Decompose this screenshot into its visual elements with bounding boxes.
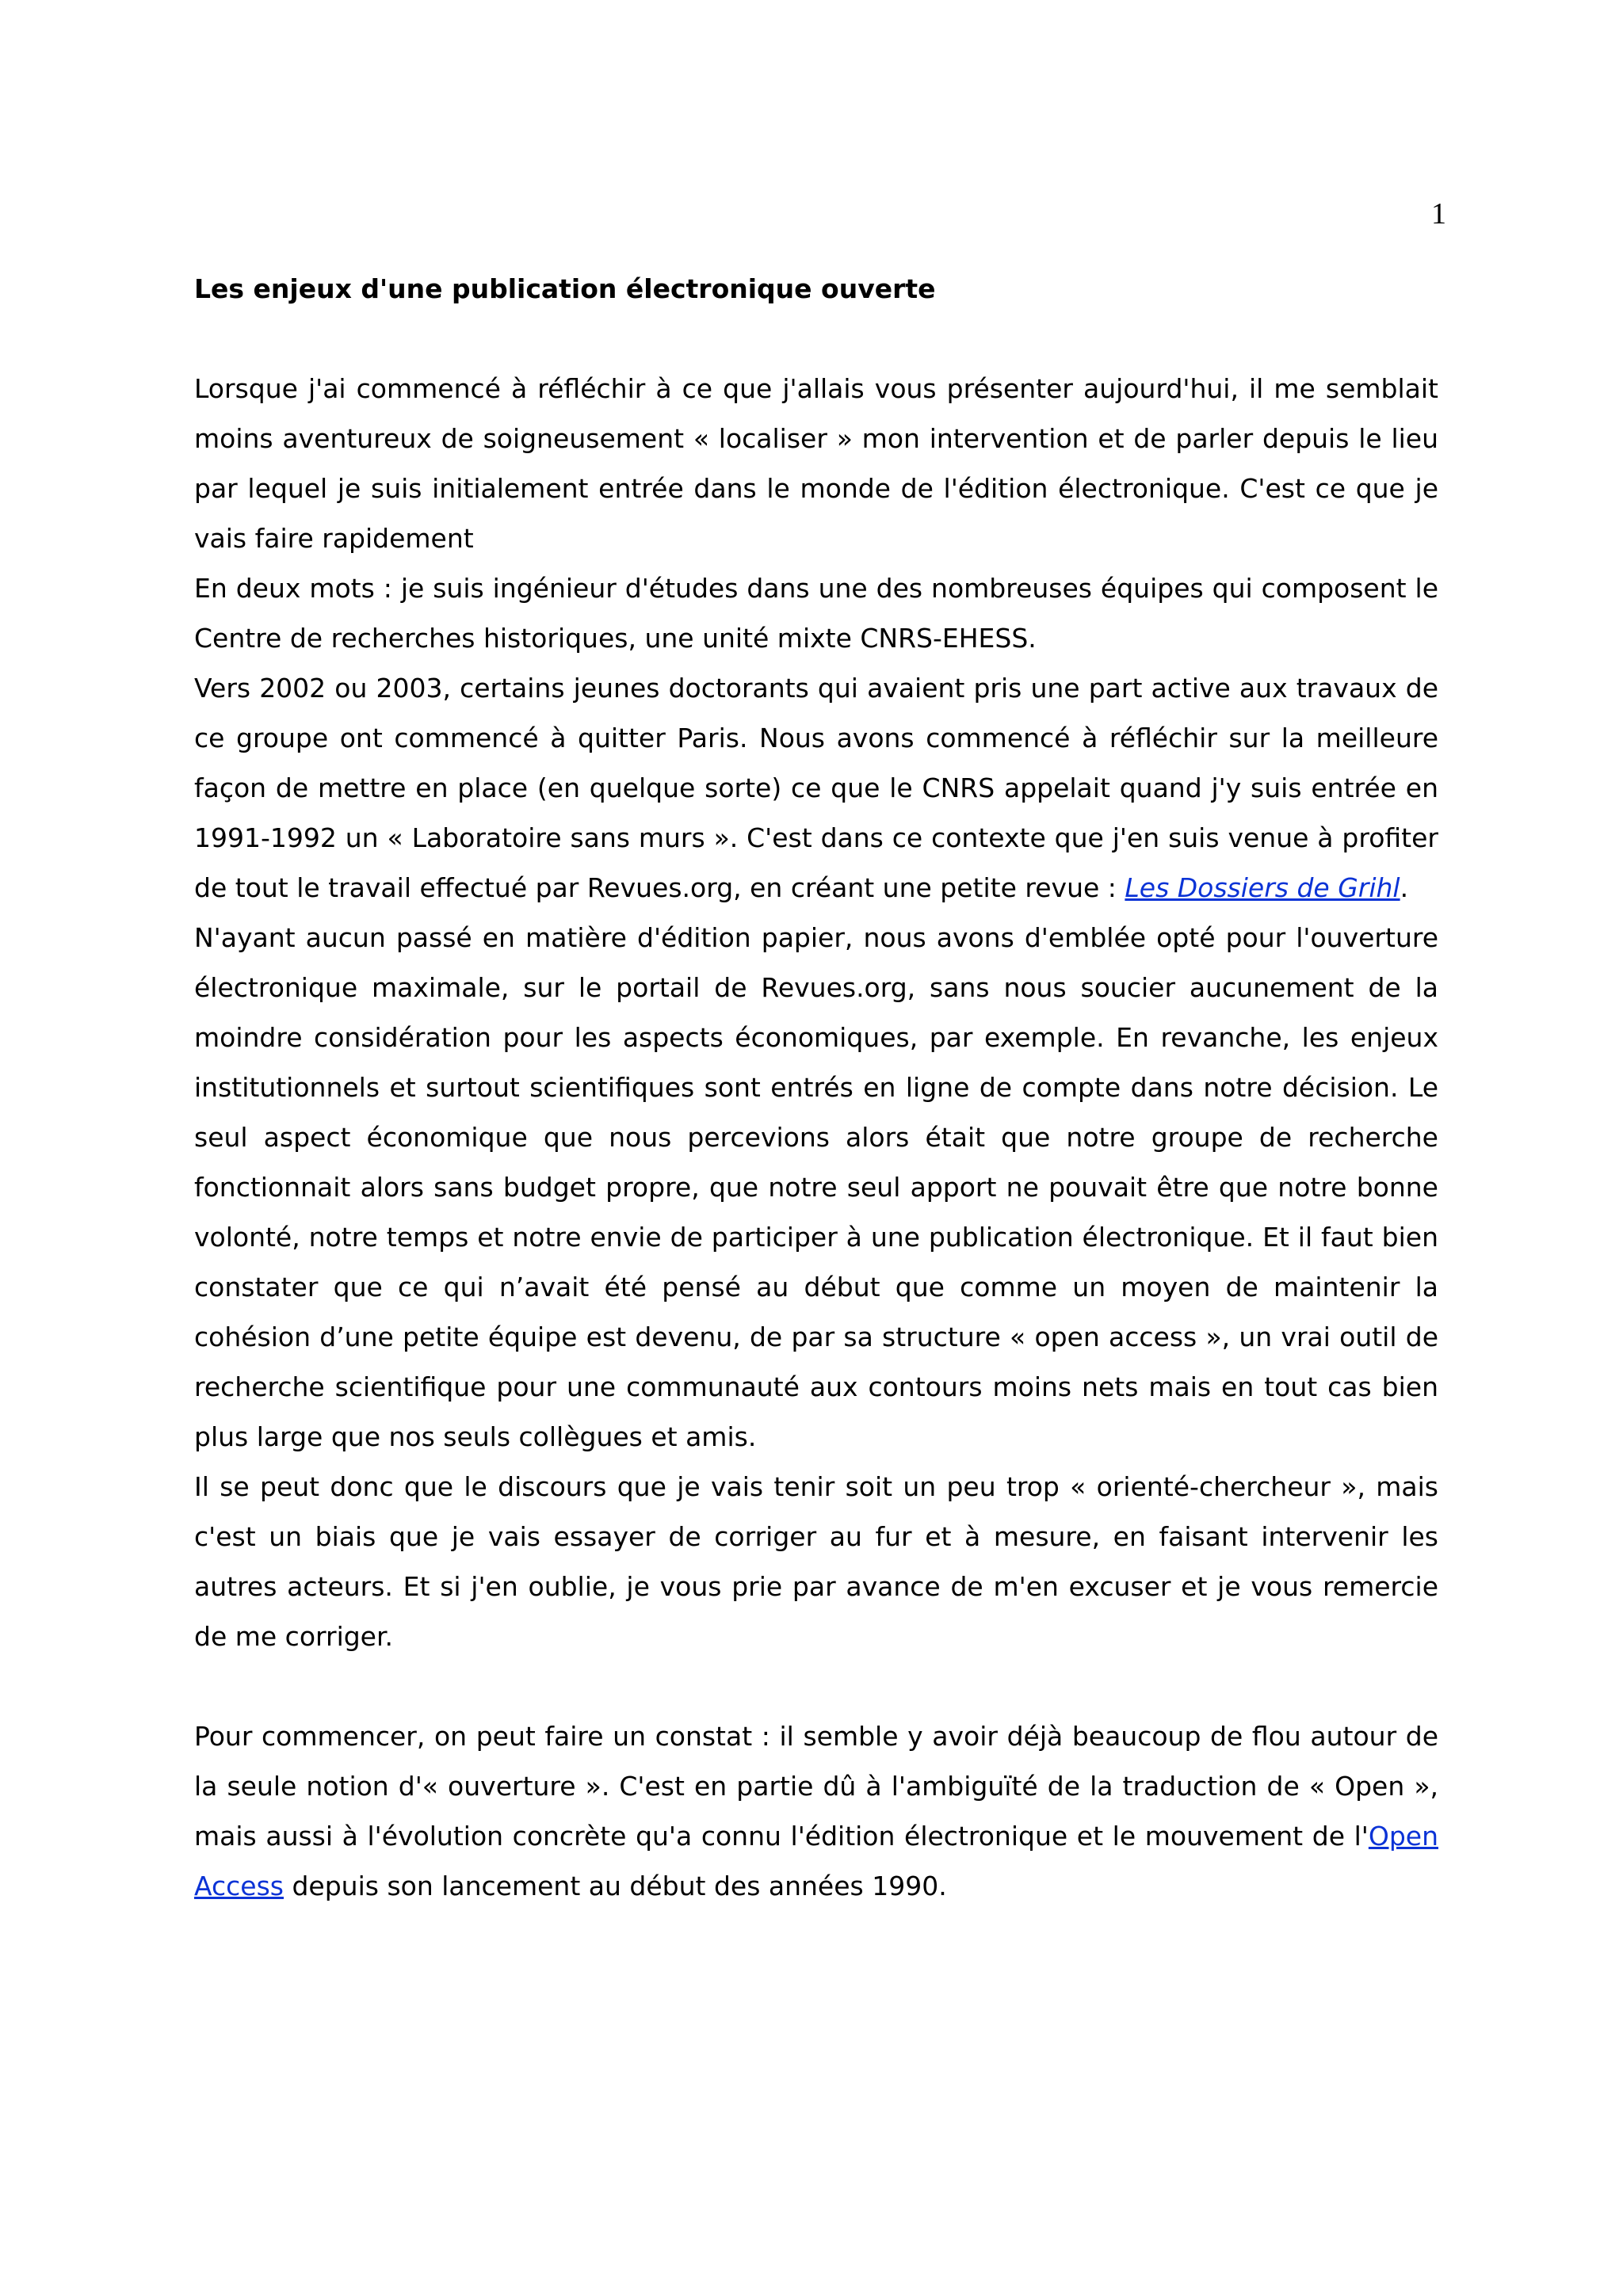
- paragraph-ouverture: N'ayant aucun passé en matière d'édition papier, nous avons d'emblée opté pour l'ouverture électronique maximale, sur le portail de Revues.org, sans nous soucier aucunement de la moindre considération pour les aspects économiques, par exemple. En revanche, les enjeux institutionnels et surtout scientifiques sont entrés en ligne de compte dans notre décision. Le seul aspect économique que nous percevions alors était que notre groupe de recherche fonctionnait alors sans budget propre, que notre seul apport ne pouvait être que notre bonne volonté, notre temps et notre envie de participer à une publication électronique. Et il faut bien constater que ce qui n’avait été pensé au début que comme un moyen de maintenir la cohésion d’une petite équipe est devenu, de par sa structure « open access », un vrai outil de recherche scientifique pour une communauté aux contours moins nets mais en tout cas bien plus large que nos seuls collègues et amis.: [194, 922, 1438, 1452]
- spacer: [194, 1661, 1438, 1711]
- paragraph-intro: Lorsque j'ai commencé à réfléchir à ce que j'allais vous présenter aujourd'hui, il me semblait moins aventureux de soigneusement « localiser » mon intervention et de parler depuis le lieu par lequel je suis initialement entrée dans le monde de l'édition électronique. C'est ce que je vais faire rapidement: [194, 373, 1438, 554]
- paragraph-context-end: .: [1400, 872, 1409, 903]
- page-number: 1: [1431, 197, 1446, 231]
- document-body: [194, 264, 1438, 1911]
- link-dossiers-de-grihl[interactable]: Les Dossiers de Grihl: [1125, 872, 1400, 903]
- spacer: [194, 314, 1438, 364]
- document-title: Les enjeux d'une publication électronique ouverte: [194, 273, 936, 304]
- paragraph-context-text: Vers 2002 ou 2003, certains jeunes doctorants qui avaient pris une part active aux travaux de ce groupe ont commencé à quitter Paris. Nous avons commencé à réfléchir sur la meilleure façon de mettre en place (en quelque sorte) ce que le CNRS appelait quand j'y suis entrée en 1991-1992 un « Laboratoire sans murs ». C'est dans ce contexte que j'en suis venue à profiter de tout le travail effectué par Revues.org, en créant une petite revue :: [194, 673, 1438, 903]
- paragraph-context: [194, 663, 1438, 913]
- paragraph-constat-end: depuis son lancement au début des années 1990.: [283, 1871, 947, 1901]
- link-open-access[interactable]: Open Access: [194, 1821, 1438, 1901]
- paragraph-discours: Il se peut donc que le discours que je vais tenir soit un peu trop « orienté-chercheur », mais c'est un biais que je vais essayer de corriger au fur et à mesure, en faisant intervenir les autres acteurs. Et si j'en oublie, je vous prie par avance de m'en excuser et je vous remercie de me corriger.: [194, 1471, 1438, 1652]
- paragraph-constat-text: Pour commencer, on peut faire un constat : il semble y avoir déjà beaucoup de flou autour de la seule notion d'« ouverture ». C'est en partie dû à l'ambiguïté de la traduction de « Open », mais aussi à l'évolution concrète qu'a connu l'édition électronique et le mouvement de l': [194, 1721, 1438, 1852]
- paragraph-deux-mots: En deux mots : je suis ingénieur d'études dans une des nombreuses équipes qui composent le Centre de recherches historiques, une unité mixte CNRS-EHESS.: [194, 573, 1438, 654]
- paragraph-constat: [194, 1711, 1438, 1911]
